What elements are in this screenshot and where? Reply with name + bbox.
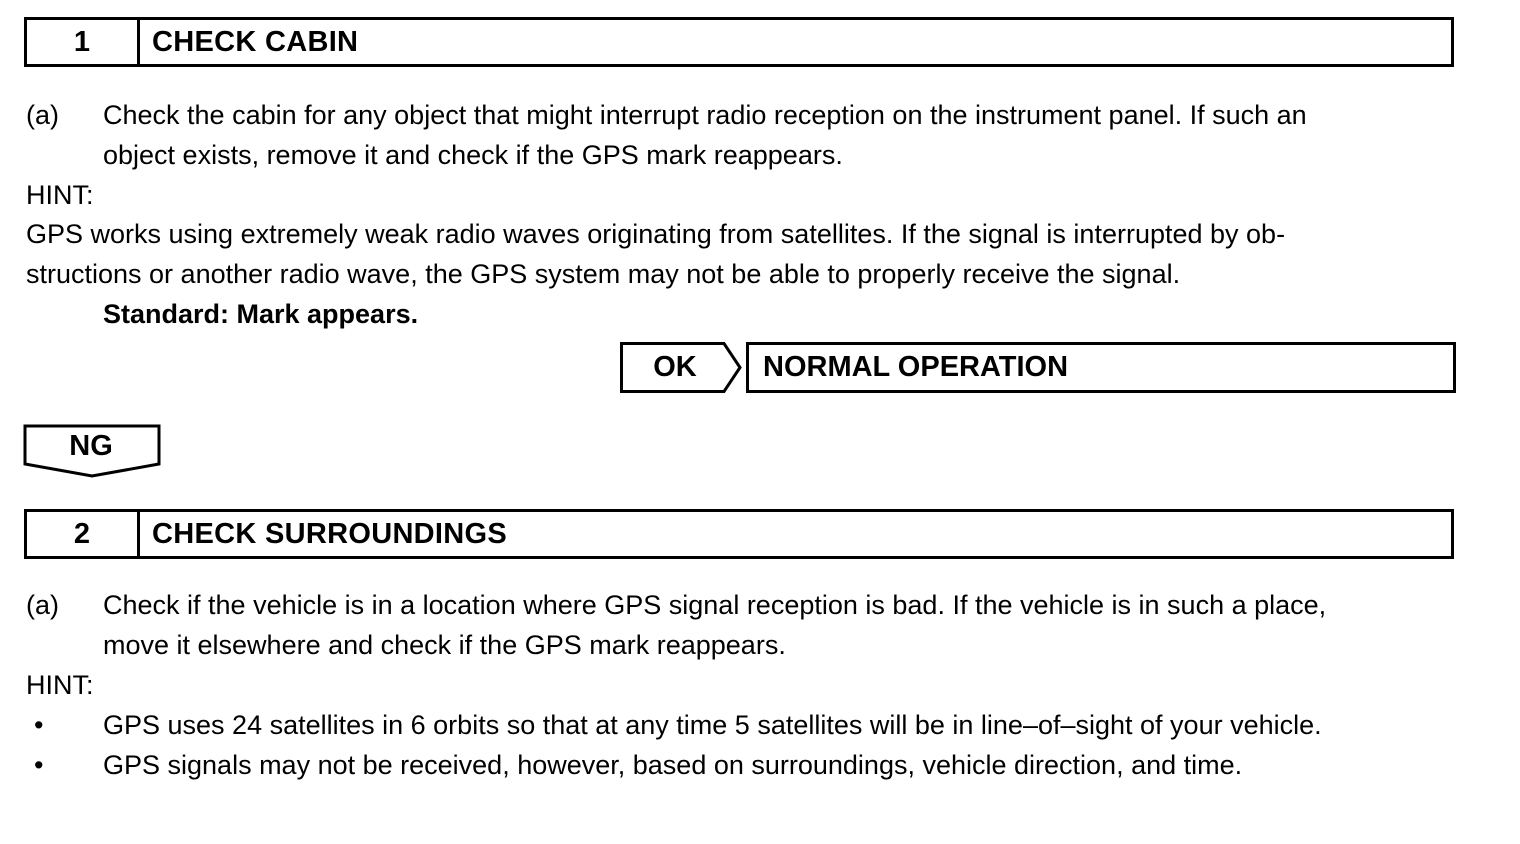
ng-label: NG bbox=[69, 429, 113, 462]
step-2-number: 2 bbox=[27, 512, 140, 556]
step-1-title: CHECK CABIN bbox=[152, 25, 359, 58]
step-1-item-marker: (a) bbox=[26, 100, 59, 130]
step-2-title: CHECK SURROUNDINGS bbox=[152, 517, 508, 550]
step-1-hint-line-1: GPS works using extremely weak radio waves originating from satellites. If the signal is interrupted by ob- bbox=[26, 219, 1286, 249]
bullet-text: GPS signals may not be received, however, based on surroundings, vehicle direction, and time. bbox=[103, 750, 1243, 780]
ok-result-box bbox=[746, 342, 1456, 393]
step-1-header bbox=[24, 17, 1454, 67]
step-1-number: 1 bbox=[27, 20, 140, 64]
step-2-item-text-line-2: move it elsewhere and check if the GPS mark reappears. bbox=[103, 630, 786, 660]
bullet-marker: • bbox=[34, 750, 44, 780]
step-2-header bbox=[24, 509, 1454, 559]
step-1-item-text-line-2: object exists, remove it and check if the GPS mark reappears. bbox=[103, 140, 843, 170]
step-1-hint-label: HINT: bbox=[26, 180, 94, 210]
step-2-hint-label: HINT: bbox=[26, 670, 94, 700]
bullet-marker: • bbox=[34, 710, 44, 740]
step-1-hint-line-2: structions or another radio wave, the GPS system may not be able to properly receive the signal. bbox=[26, 259, 1181, 289]
bullet-text: GPS uses 24 satellites in 6 orbits so that at any time 5 satellites will be in line–of–sight of your vehicle. bbox=[103, 710, 1322, 740]
step-2-item-marker: (a) bbox=[26, 590, 59, 620]
step-1-standard: Standard: Mark appears. bbox=[103, 299, 419, 329]
ok-label: OK bbox=[653, 351, 697, 383]
step-1-item-text-line-1: Check the cabin for any object that might interrupt radio reception on the instrument panel. If such an bbox=[103, 100, 1307, 130]
step-2-item-text-line-1: Check if the vehicle is in a location where GPS signal reception is bad. If the vehicle is in such a place, bbox=[103, 590, 1327, 620]
ok-result-text: NORMAL OPERATION bbox=[763, 351, 1069, 383]
